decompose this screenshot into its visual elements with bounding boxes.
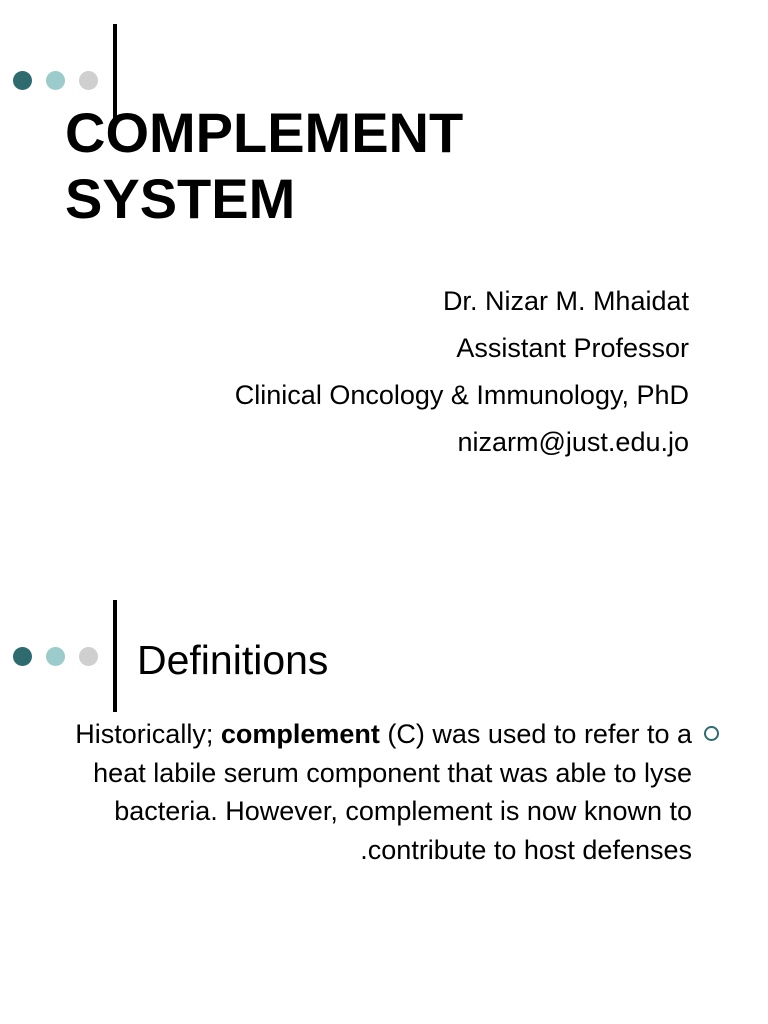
- dot-dark-teal: [13, 71, 32, 90]
- title-line-1: COMPLEMENT: [65, 101, 464, 164]
- title-line-2: SYSTEM: [65, 167, 296, 230]
- definition-text-after: (C) was used to refer to a heat labile serum component that was able to lyse bacteria. However, complement is now known to contribute to host defenses.: [93, 719, 692, 865]
- slide-title-heading: [65, 100, 463, 232]
- dot-dark-teal: [13, 647, 32, 666]
- bullet-circle-icon: [704, 726, 719, 741]
- definition-term: complement: [220, 719, 380, 749]
- slide-definitions: [0, 580, 768, 1024]
- dot-light-teal: [46, 647, 65, 666]
- author-block: [235, 278, 689, 466]
- title-divider-bar: [113, 600, 117, 712]
- decorative-dots: [13, 647, 98, 666]
- author-department: Clinical Oncology & Immunology, PhD: [234, 380, 689, 410]
- author-position: Assistant Professor: [456, 333, 689, 363]
- author-email: nizarm@just.edu.jo: [457, 427, 689, 457]
- dot-grey: [79, 647, 98, 666]
- dot-grey: [79, 71, 98, 90]
- slide-heading: Definitions: [137, 637, 329, 683]
- dot-light-teal: [46, 71, 65, 90]
- author-name: Dr. Nizar M. Mhaidat: [442, 286, 689, 316]
- definition-paragraph: [72, 715, 692, 869]
- decorative-dots: [13, 71, 98, 90]
- definition-text-before: Historically;: [75, 719, 221, 749]
